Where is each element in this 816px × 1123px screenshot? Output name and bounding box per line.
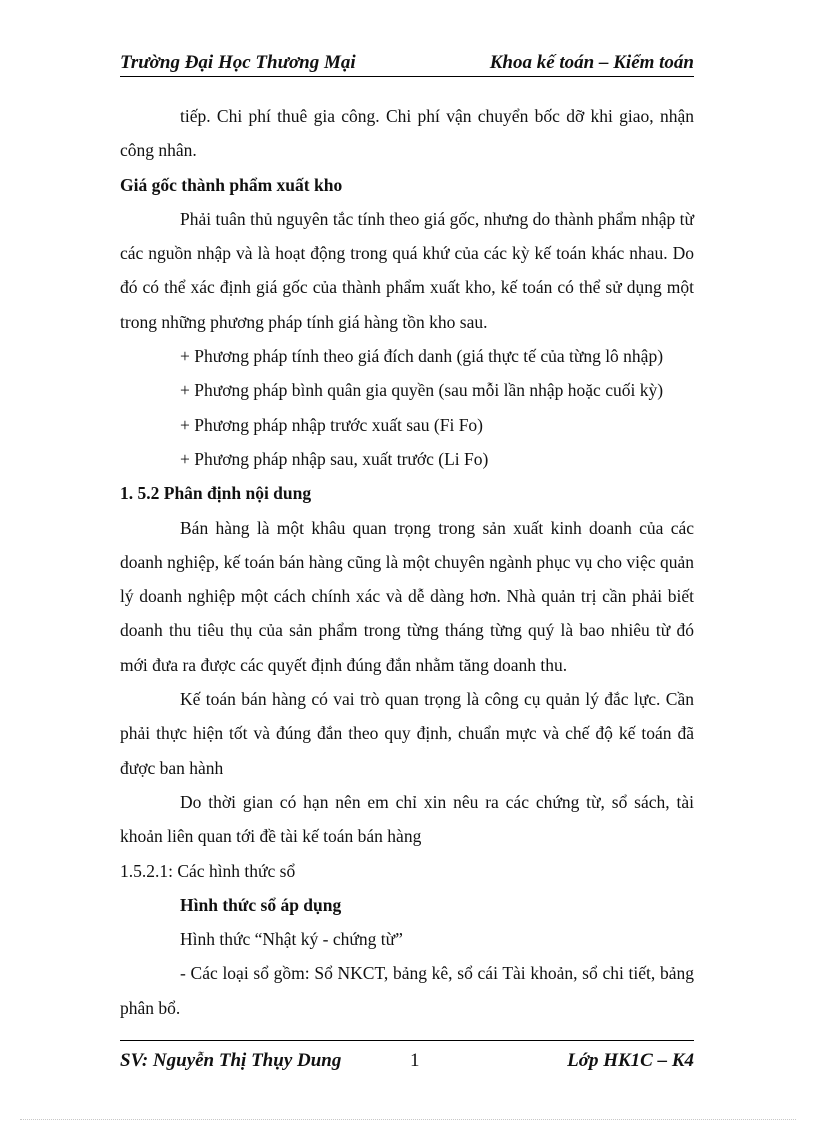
header-school: Trường Đại Học Thương Mại: [120, 52, 356, 73]
document-body: [120, 99, 694, 1025]
paragraph-sales-accounting-role: Kế toán bán hàng có vai trò quan trọng là công cụ quản lý đắc lực. Cần phải thực hiện tốt và đúng đắn theo quy định, chuẩn mực và chế độ kế toán đã được ban hành: [120, 689, 694, 778]
paragraph-sales: Bán hàng là một khâu quan trọng trong sản xuất kinh doanh của các doanh nghiệp, kế toán bán hàng cũng là một chuyên ngành phục vụ cho việc quản lý doanh nghiệp một cách chính xác và dễ dàng hơn. Nhà quản trị cần phải biết doanh thu tiêu thụ của sản phẩm trong từng tháng từng quý là bao nhiêu từ đó mới đưa ra được các quyết định đúng đắn nhằm tăng doanh thu.: [120, 517, 694, 675]
heading-section-1-5-2-1: 1.5.2.1: Các hình thức sổ: [120, 860, 296, 881]
heading-ledger-form: Hình thức sổ áp dụng: [180, 894, 342, 915]
heading-section-1-5-2: 1. 5.2 Phân định nội dung: [120, 483, 312, 504]
page-header: [120, 52, 694, 77]
paragraph-cost-principle: Phải tuân thủ nguyên tắc tính theo giá gốc, nhưng do thành phẩm nhập từ các nguồn nhập và là hoạt động trong quá khứ của các kỳ kế toán khác nhau. Do đó có thể xác định giá gốc của thành phẩm xuất kho, kế toán có thể sử dụng một trong những phương pháp tính giá hàng tồn kho sau.: [120, 208, 694, 332]
page-boundary: [20, 1119, 796, 1120]
page-footer: [120, 1050, 694, 1074]
method-item: + Phương pháp nhập trước xuất sau (Fi Fo): [180, 414, 484, 435]
footer-divider: [120, 1040, 694, 1041]
page-number: 1: [410, 1050, 420, 1071]
method-item: + Phương pháp nhập sau, xuất trước (Li Fo): [180, 448, 489, 469]
paragraph-ledger-types: - Các loại sổ gồm: Sổ NKCT, bảng kê, sổ cái Tài khoản, sổ chi tiết, bảng phân bổ.: [120, 963, 694, 1018]
footer-student: SV: Nguyễn Thị Thụy Dung: [120, 1050, 342, 1071]
footer-class: Lớp HK1C – K4: [567, 1050, 694, 1071]
method-item: + Phương pháp tính theo giá đích danh (giá thực tế của từng lô nhập): [180, 346, 664, 367]
header-faculty: Khoa kế toán – Kiểm toán: [489, 52, 694, 73]
heading-cost-of-goods: Giá gốc thành phẩm xuất kho: [120, 174, 343, 195]
paragraph-ledger-form: Hình thức “Nhật ký - chứng từ”: [180, 929, 403, 950]
paragraph-continuation: tiếp. Chi phí thuê gia công. Chi phí vận chuyển bốc dỡ khi giao, nhận công nhân.: [120, 106, 694, 161]
method-item: + Phương pháp bình quân gia quyền (sau mỗi lần nhập hoặc cuối kỳ): [180, 380, 664, 401]
paragraph-scope: Do thời gian có hạn nên em chỉ xin nêu ra các chứng từ, sổ sách, tài khoản liên quan tới đề tài kế toán bán hàng: [120, 791, 694, 847]
